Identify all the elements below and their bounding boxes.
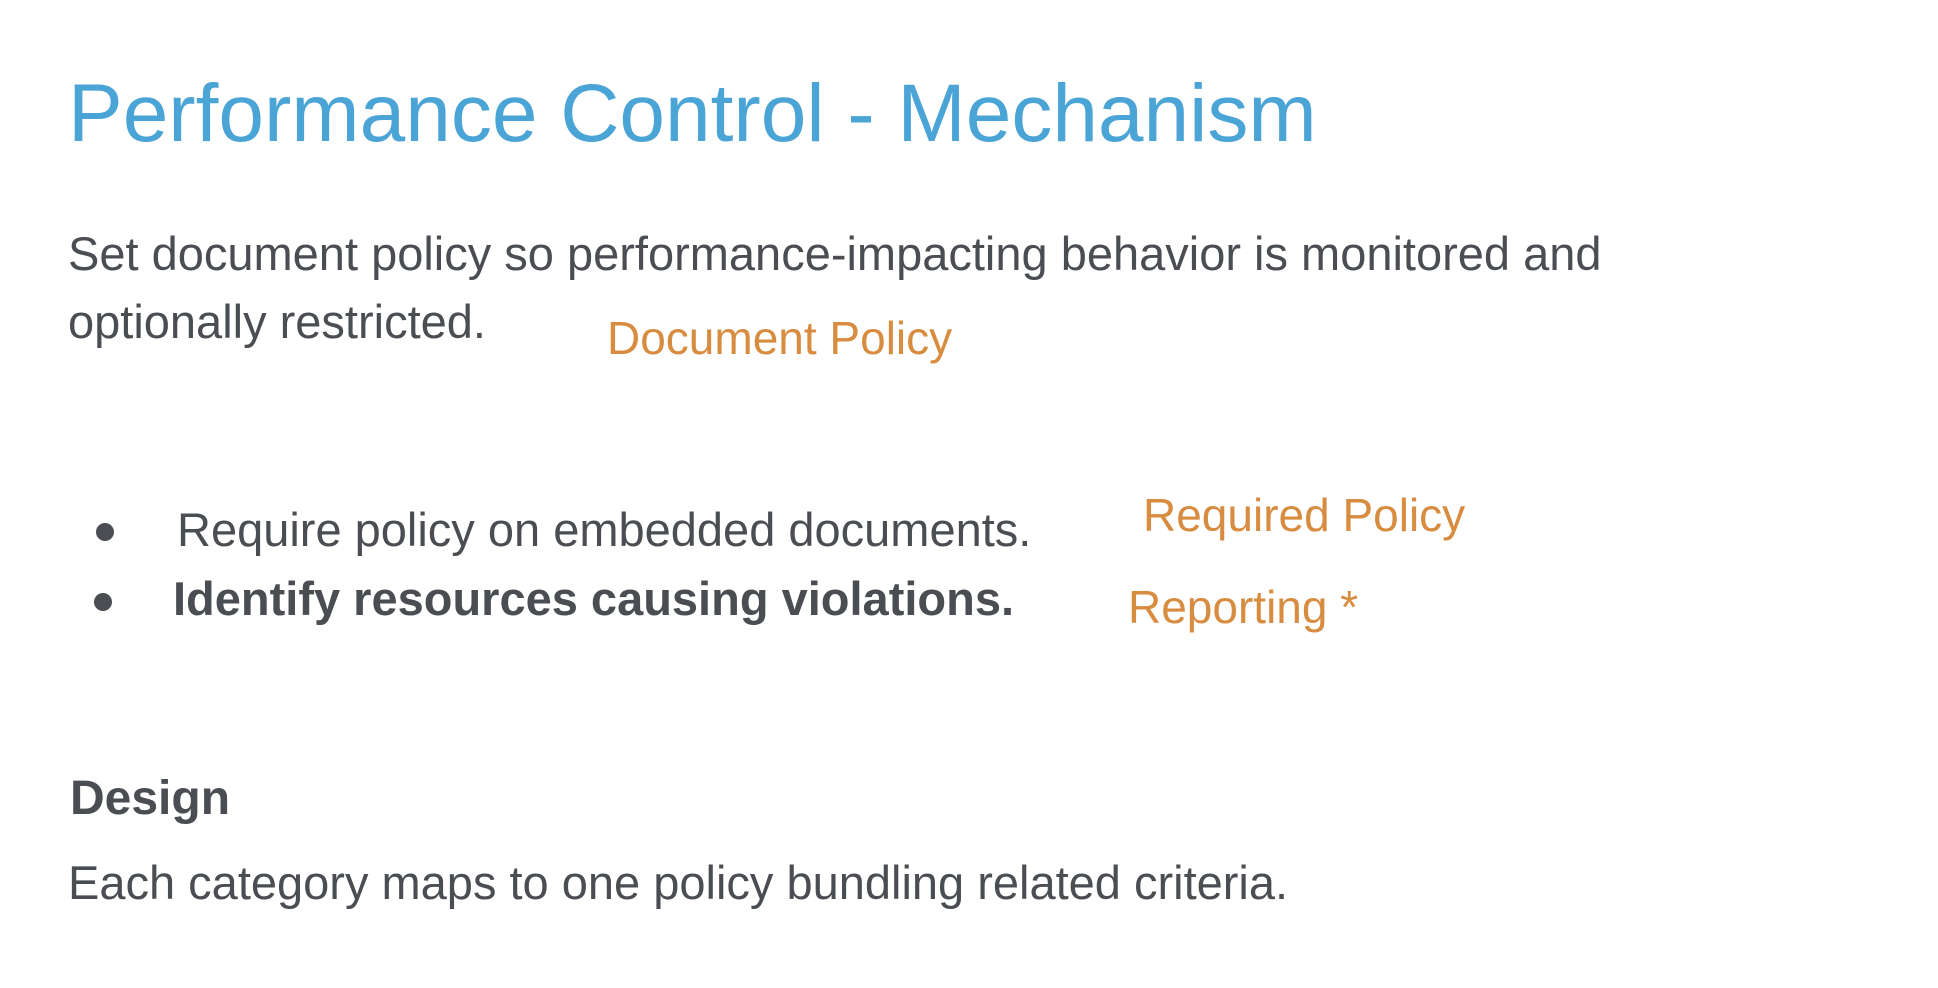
annotation-document-policy: Document Policy bbox=[607, 312, 953, 364]
bullet-dot-icon bbox=[94, 593, 112, 611]
design-heading: Design bbox=[70, 772, 231, 825]
slide-title: Performance Control - Mechanism bbox=[68, 68, 1317, 159]
bullet-item-require-policy: Require policy on embedded documents. bbox=[177, 503, 1032, 556]
intro-line-1: Set document policy so performance-impacting behavior is monitored and bbox=[68, 227, 1602, 280]
bullet-item-identify-resources: Identify resources causing violations. bbox=[173, 572, 1015, 625]
design-description: Each category maps to one policy bundling related criteria. bbox=[68, 856, 1289, 909]
intro-line-2: optionally restricted. bbox=[68, 295, 486, 348]
bullet-dot-icon bbox=[96, 523, 114, 541]
annotation-required-policy: Required Policy bbox=[1143, 489, 1466, 541]
annotation-reporting: Reporting * bbox=[1128, 581, 1359, 633]
